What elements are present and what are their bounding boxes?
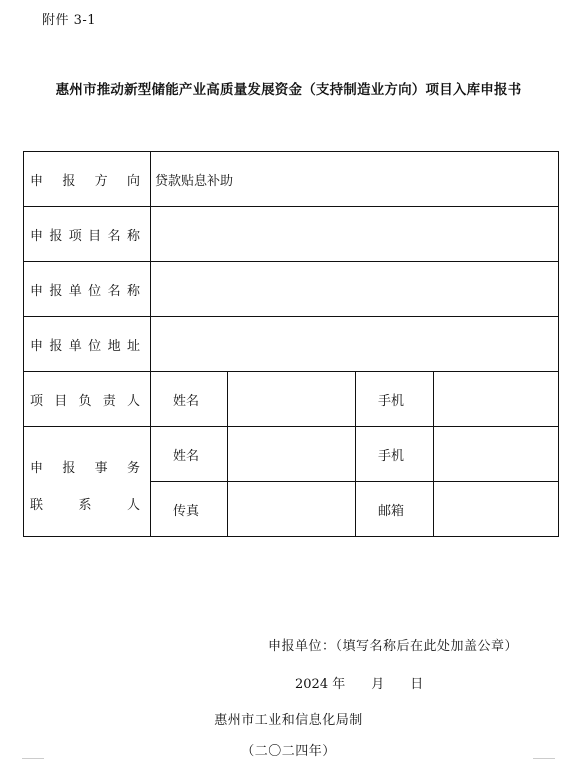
issuing-organization: 惠州市工业和信息化局制 [214,713,363,728]
application-form-table [23,151,559,537]
contact-fax-label: 传真 [151,482,228,537]
row-contact-1 [24,427,559,482]
leader-name-field[interactable] [228,372,356,427]
leader-phone-field[interactable] [434,372,559,427]
contact-label: 申 报 事 务 联 系 人 [24,427,151,537]
page-title: 惠州市推动新型储能产业高质量发展资金（支持制造业方向）项目入库申报书 [55,82,522,98]
contact-fax-field[interactable] [228,482,356,537]
date-day: 日 [410,677,424,692]
annex-label: 附件 3-1 [42,13,97,28]
issuing-year: （二〇二四年） [241,744,336,759]
direction-label [24,152,151,207]
unit-address-field[interactable] [151,317,559,372]
row-project-leader [24,372,559,427]
date-line [295,673,423,692]
row-project-name [24,207,559,262]
contact-phone-label: 手机 [356,427,434,482]
row-unit-name [24,262,559,317]
direction-label-text: 申 报 方 向 [30,173,140,189]
unit-address-label: 申 报 单 位 地 址 [24,317,151,372]
contact-email-field[interactable] [434,482,559,537]
page-corner-mark-right [533,758,555,759]
leader-name-label: 姓名 [151,372,228,427]
leader-phone-label: 手机 [356,372,434,427]
project-leader-label: 项 目 负 责 人 [24,372,151,427]
row-direction [24,152,559,207]
page-corner-mark-left [22,758,44,759]
date-year: 2024 年 [295,677,346,692]
unit-name-field[interactable] [151,262,559,317]
direction-value-field[interactable]: 贷款贴息补助 [151,152,559,207]
project-name-label: 申 报 项 目 名 称 [24,207,151,262]
contact-email-label: 邮箱 [356,482,434,537]
contact-phone-field[interactable] [434,427,559,482]
row-unit-address [24,317,559,372]
unit-name-label: 申 报 单 位 名 称 [24,262,151,317]
contact-name-label: 姓名 [151,427,228,482]
contact-name-field[interactable] [228,427,356,482]
applicant-unit-line: 申报单位：（填写名称后在此处加盖公章） [268,639,519,654]
project-name-field[interactable] [151,207,559,262]
date-month: 月 [371,677,385,692]
